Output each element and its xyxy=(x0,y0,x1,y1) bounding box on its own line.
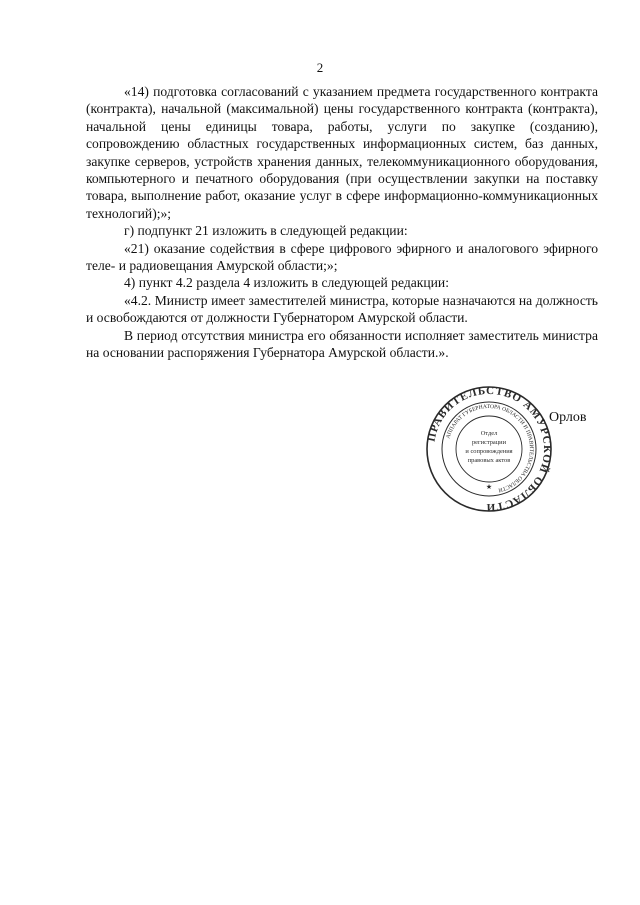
signatory-name: . Орлов xyxy=(542,410,587,425)
seal-center-line: правовых актов xyxy=(467,457,511,464)
paragraph-item-21: «21) оказание содействия в сфере цифрового эфирного и аналогового эфирного теле- и радиовещания Амурской области;»; xyxy=(86,240,598,274)
paragraph-subitem-g: г) подпункт 21 изложить в следующей редакции: xyxy=(124,223,408,239)
official-seal xyxy=(425,385,553,513)
page-number: 2 xyxy=(316,60,324,75)
paragraph-clause-4-2: «4.2. Министр имеет заместителей министра, которые назначаются на должность и освобождаются от должности Губернатором Амурской области. xyxy=(86,292,598,326)
seal-inner-text: АППАРАТ ГУБЕРНАТОРА ОБЛАСТИ И ПРАВИТЕЛЬСТВА ОБЛАСТИ xyxy=(445,403,535,493)
document-body xyxy=(86,83,598,362)
seal-center-line: и сопровождения xyxy=(465,448,513,455)
seal-star-icon: ★ xyxy=(485,483,493,491)
paragraph-absence-clause: В период отсутствия министра его обязанности исполняет заместитель министра на основании распоряжения Губернатора Амурской области.». xyxy=(86,327,598,361)
seal-outer-text: ПРАВИТЕЛЬСТВО АМУРСКОЙ ОБЛАСТИ xyxy=(425,385,553,513)
seal-center-line: Отдел xyxy=(480,430,498,437)
seal-center-line: регистрации xyxy=(471,439,507,446)
paragraph-item-14: «14) подготовка согласований с указанием предмета государственного контракта (контракта), начальной (максимальной) цены государственного контракта (контракта), начальной цены единицы товара, работы, услуги по закупке (созданию), сопровождению областных государственных информационных систем, баз данных, закупке серверов, устройств хранения данных, телекоммуникационного оборудования, компьютерного и печатного оборудования (при осуществлении закупки на поставку товара, выполнение работ, оказание услуг в сфере информационно-коммуникационных технологий);»; xyxy=(86,84,598,221)
paragraph-point-4: 4) пункт 4.2 раздела 4 изложить в следующей редакции: xyxy=(124,275,449,291)
